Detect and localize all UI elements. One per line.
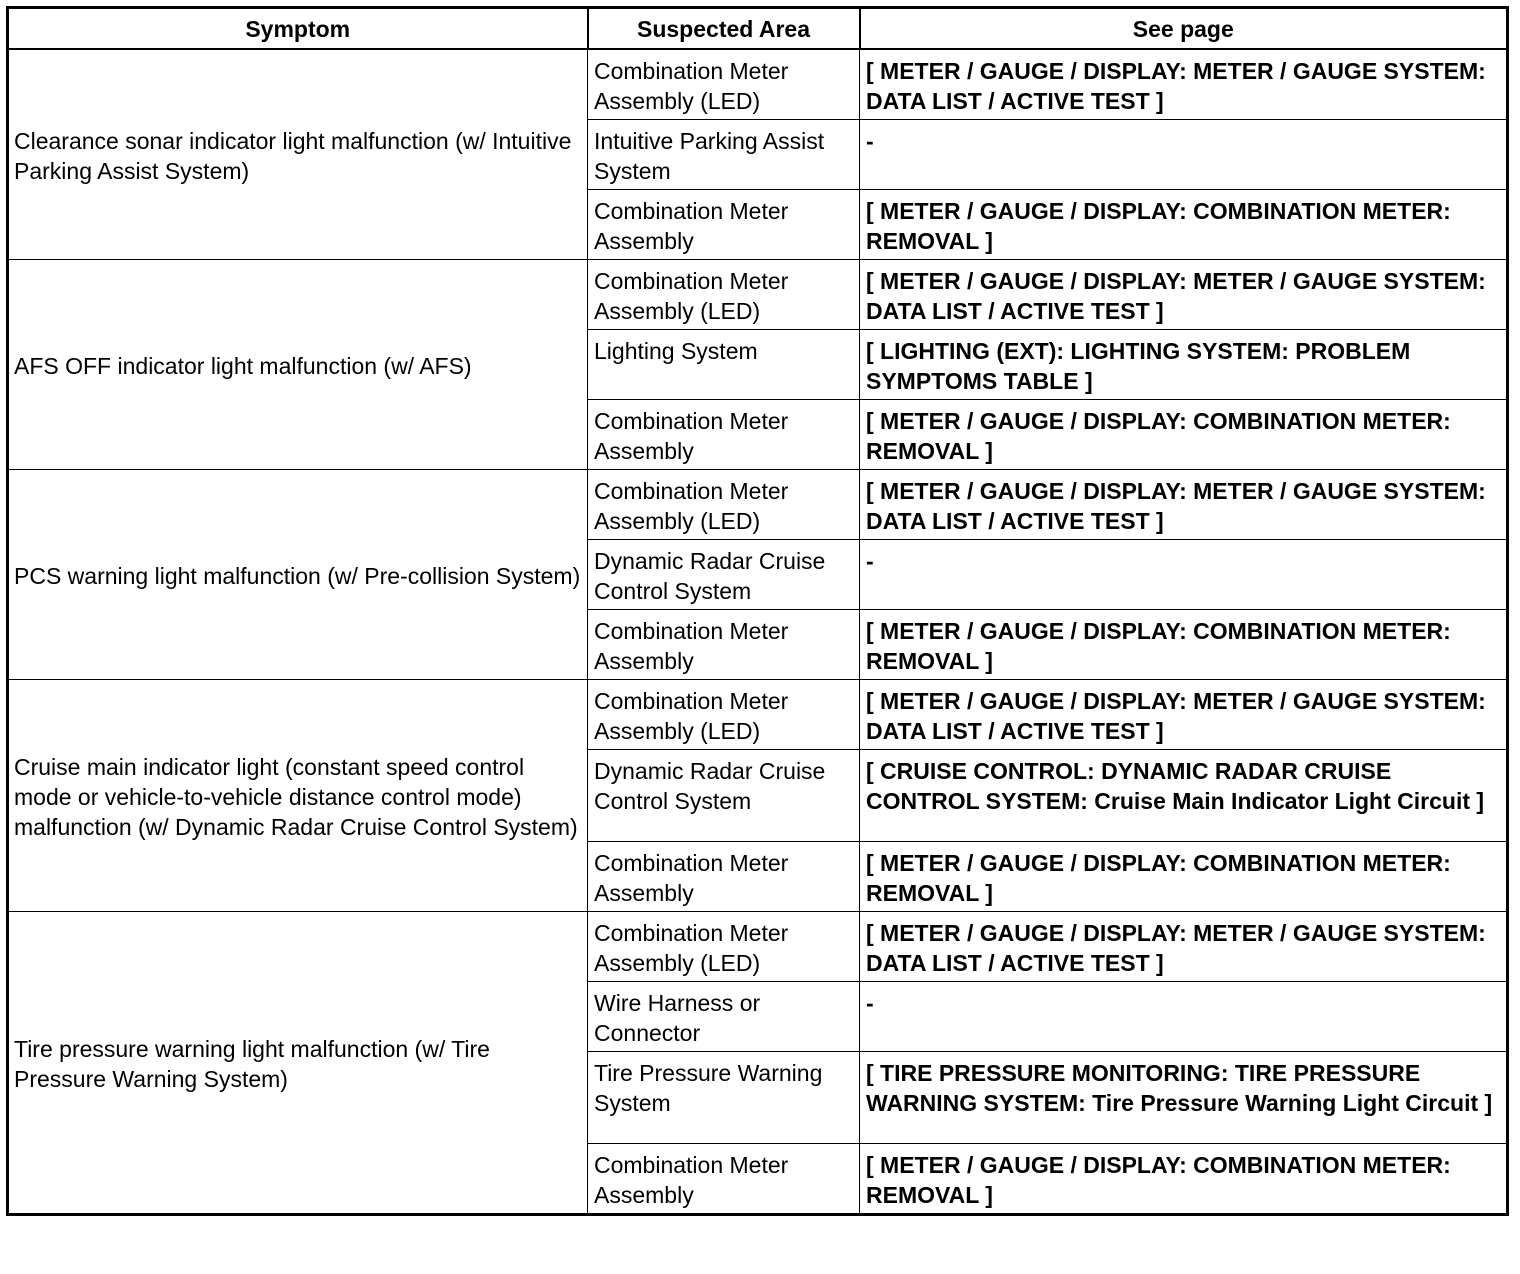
suspected-area-cell: Combination Meter Assembly (588, 1144, 860, 1215)
suspected-area-cell: Combination Meter Assembly (588, 400, 860, 470)
see-page-link[interactable]: [ LIGHTING (EXT): LIGHTING SYSTEM: PROBLEM SYMPTOMS TABLE ] (860, 330, 1508, 400)
see-page-cell: - (860, 982, 1508, 1052)
table-row (8, 912, 1508, 982)
see-page-cell: - (860, 540, 1508, 610)
table-row (8, 680, 1508, 750)
see-page-link[interactable]: [ METER / GAUGE / DISPLAY: COMBINATION METER: REMOVAL ] (860, 190, 1508, 260)
suspected-area-cell: Combination Meter Assembly (LED) (588, 912, 860, 982)
suspected-area-cell: Tire Pressure Warning System (588, 1052, 860, 1144)
see-page-link[interactable]: [ METER / GAUGE / DISPLAY: METER / GAUGE SYSTEM: DATA LIST / ACTIVE TEST ] (860, 49, 1508, 120)
header-see-page: See page (860, 8, 1508, 50)
see-page-link[interactable]: [ METER / GAUGE / DISPLAY: COMBINATION METER: REMOVAL ] (860, 1144, 1508, 1215)
see-page-link[interactable]: [ METER / GAUGE / DISPLAY: METER / GAUGE SYSTEM: DATA LIST / ACTIVE TEST ] (860, 260, 1508, 330)
table-row (8, 49, 1508, 120)
symptom-cell: Tire pressure warning light malfunction (w/ Tire Pressure Warning System) (8, 912, 588, 1215)
table-row (8, 470, 1508, 540)
suspected-area-cell: Dynamic Radar Cruise Control System (588, 540, 860, 610)
see-page-link[interactable]: [ METER / GAUGE / DISPLAY: METER / GAUGE SYSTEM: DATA LIST / ACTIVE TEST ] (860, 912, 1508, 982)
suspected-area-cell: Combination Meter Assembly (588, 190, 860, 260)
see-page-link[interactable]: [ METER / GAUGE / DISPLAY: COMBINATION METER: REMOVAL ] (860, 842, 1508, 912)
see-page-link[interactable]: [ METER / GAUGE / DISPLAY: METER / GAUGE SYSTEM: DATA LIST / ACTIVE TEST ] (860, 680, 1508, 750)
see-page-cell: - (860, 120, 1508, 190)
suspected-area-cell: Lighting System (588, 330, 860, 400)
see-page-link[interactable]: [ METER / GAUGE / DISPLAY: METER / GAUGE SYSTEM: DATA LIST / ACTIVE TEST ] (860, 470, 1508, 540)
see-page-link[interactable]: [ METER / GAUGE / DISPLAY: COMBINATION METER: REMOVAL ] (860, 610, 1508, 680)
symptom-cell: Cruise main indicator light (constant speed control mode or vehicle-to-vehicle distance control mode) malfunction (w/ Dynamic Radar Cruise Control System) (8, 680, 588, 912)
header-symptom: Symptom (8, 8, 588, 50)
see-page-link[interactable]: [ TIRE PRESSURE MONITORING: TIRE PRESSURE WARNING SYSTEM: Tire Pressure Warning Light Circuit ] (860, 1052, 1508, 1144)
suspected-area-cell: Combination Meter Assembly (LED) (588, 470, 860, 540)
symptom-cell: AFS OFF indicator light malfunction (w/ AFS) (8, 260, 588, 470)
suspected-area-cell: Combination Meter Assembly (LED) (588, 260, 860, 330)
symptom-cell: Clearance sonar indicator light malfunction (w/ Intuitive Parking Assist System) (8, 49, 588, 260)
see-page-link[interactable]: [ CRUISE CONTROL: DYNAMIC RADAR CRUISE CONTROL SYSTEM: Cruise Main Indicator Light Circuit ] (860, 750, 1508, 842)
suspected-area-cell: Intuitive Parking Assist System (588, 120, 860, 190)
symptom-cell: PCS warning light malfunction (w/ Pre-collision System) (8, 470, 588, 680)
see-page-link[interactable]: [ METER / GAUGE / DISPLAY: COMBINATION METER: REMOVAL ] (860, 400, 1508, 470)
suspected-area-cell: Combination Meter Assembly (588, 610, 860, 680)
suspected-area-cell: Combination Meter Assembly (588, 842, 860, 912)
suspected-area-cell: Dynamic Radar Cruise Control System (588, 750, 860, 842)
suspected-area-cell: Wire Harness or Connector (588, 982, 860, 1052)
suspected-area-cell: Combination Meter Assembly (LED) (588, 49, 860, 120)
problem-symptoms-table (6, 6, 1509, 1216)
header-row (8, 8, 1508, 50)
header-suspected-area: Suspected Area (588, 8, 860, 50)
table-row (8, 260, 1508, 330)
suspected-area-cell: Combination Meter Assembly (LED) (588, 680, 860, 750)
